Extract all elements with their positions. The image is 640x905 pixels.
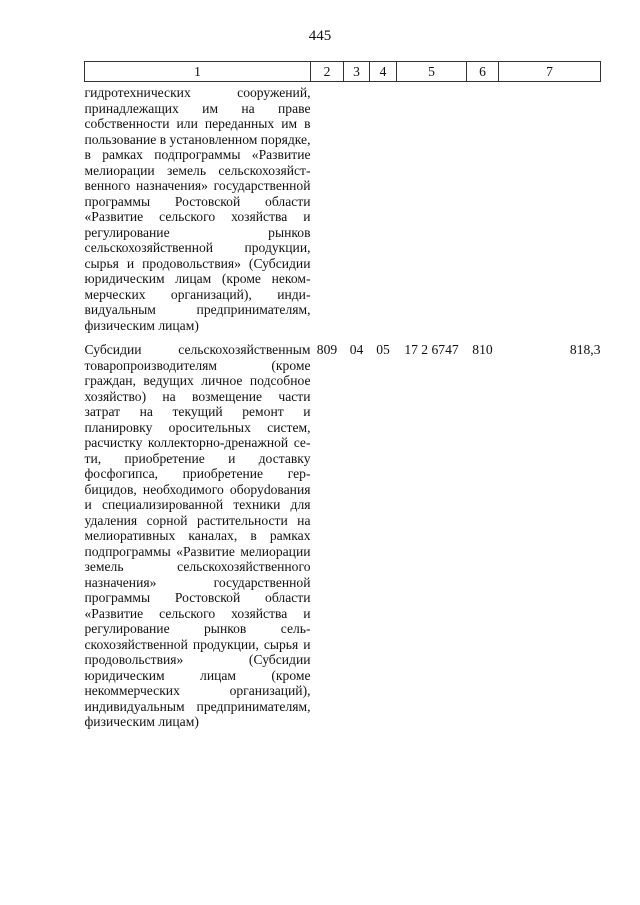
cell-ministry-code: 809 bbox=[316, 342, 338, 357]
budget-table bbox=[84, 61, 601, 730]
row-description-text: Субсидии сельскохозяйственным товаропроизводителям (кроме граждан, ведущих личное подсобное хозяйство) на возмещение части затрат на текущий ремонт и планировку оросительных систем, расчистку коллекторно-дренажной сети, приобретение и доставку фосфогипса, приобретение гербицидов, необходимого оборуdования и специализированной техники для удаления сорной растительности на мелиоративных каналах, в рамках подпрограммы «Развитие мелиорации земель сельскохозяйственного назначения» государственной программы Ростовской области «Развитие сельского хозяйства и регулирование рынков сельскохозяйственной продукции, сырья и продовольствия» (Субсидии юридическим лицам (кроме некоммерческих организаций), индивидуальным предпринимателям, физическим лицам) bbox=[84, 342, 311, 729]
cell-section-code: 04 bbox=[349, 342, 364, 357]
cell-expense-type-code: 810 bbox=[472, 342, 493, 357]
column-header-1: 1 bbox=[85, 62, 311, 82]
column-header-4: 4 bbox=[370, 62, 397, 82]
page-number: 445 bbox=[308, 28, 332, 44]
column-header-2: 2 bbox=[311, 62, 344, 82]
cell-subsection-code: 05 bbox=[376, 342, 390, 357]
row-description bbox=[85, 82, 311, 343]
cell-expense-type-code bbox=[467, 82, 499, 343]
table-row bbox=[85, 342, 601, 730]
cell-amount: 818,3 bbox=[569, 342, 601, 357]
column-header-3: 3 bbox=[344, 62, 370, 82]
table-header-row bbox=[85, 62, 601, 82]
cell-target-article-code: 17 2 6747 bbox=[404, 342, 459, 357]
cell-subsection-code bbox=[370, 82, 397, 343]
column-header-7: 7 bbox=[499, 62, 601, 82]
column-header-5: 5 bbox=[397, 62, 467, 82]
row-description-text: гидротехнических сооружений, принадлежащих им на праве собственности или переданных им в пользование в установленном порядке, в рамках подпрограммы «Развитие мелиорации земель сельскохозяйственного назначения» государственной программы Ростовской области «Развитие сельского хозяйства и регулирование рынков сельскохозяйственной продукции, сырья и продовольствия» (Субсидии юридическим лицам (кроме некоммерческих организаций), индивидуальным предпринимателям, физическим лицам) bbox=[84, 85, 311, 333]
column-header-6: 6 bbox=[467, 62, 499, 82]
table-row bbox=[85, 82, 601, 343]
cell-amount bbox=[499, 82, 601, 343]
cell-target-article-code bbox=[397, 82, 467, 343]
cell-ministry-code bbox=[311, 82, 344, 343]
cell-section-code bbox=[344, 82, 370, 343]
row-description bbox=[85, 342, 311, 730]
